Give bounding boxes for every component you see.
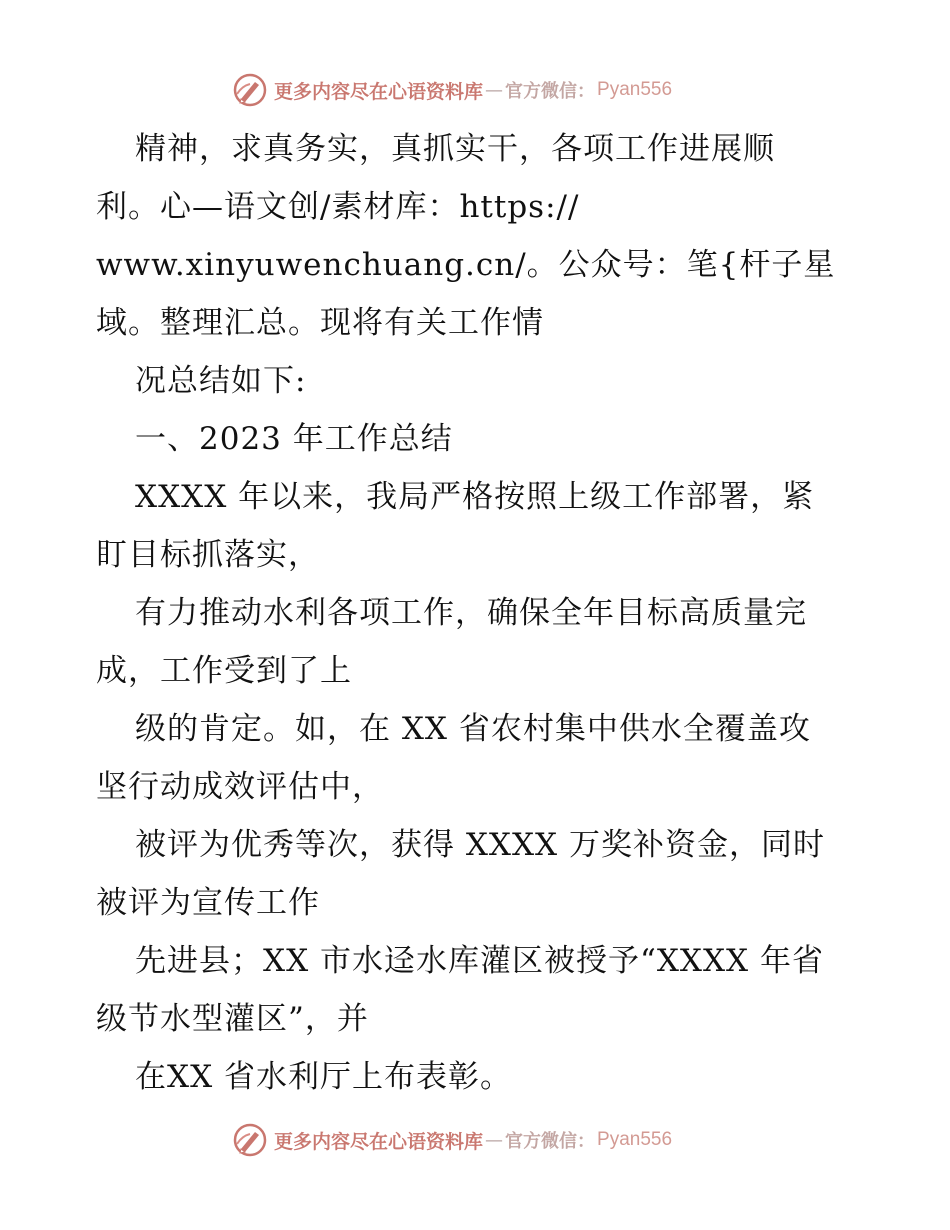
body-line-2: 利。心—语文创/素材库：https:// — [96, 189, 580, 225]
footer-wechat-id: Pyan556 — [597, 1129, 673, 1150]
section-heading: 一、2023 年工作总结 — [135, 421, 453, 457]
body-line-16: 级节水型灌区”，并 — [96, 1001, 369, 1037]
header-banner — [232, 70, 672, 110]
pen-logo-icon — [232, 1122, 268, 1158]
pen-logo-icon — [232, 72, 268, 108]
body-line-11: 级的肯定。如，在 XX 省农村集中供水全覆盖攻 — [135, 711, 811, 747]
body-line-7: XXXX 年以来，我局严格按照上级工作部署，紧 — [135, 479, 815, 515]
document-body — [96, 120, 856, 1106]
footer-dash: — — [485, 1129, 504, 1151]
body-line-10: 成，工作受到了上 — [96, 653, 352, 689]
body-line-17: 在XX 省水利厅上布表彰。 — [135, 1059, 512, 1095]
body-line-14: 被评为宣传工作 — [96, 885, 320, 921]
body-line-4: 域。整理汇总。现将有关工作情 — [96, 305, 544, 341]
header-site-text: 更多内容尽在心语资料库 — [274, 80, 484, 103]
header-wechat-id: Pyan556 — [597, 79, 673, 100]
body-line-9: 有力推动水利各项工作，确保全年目标高质量完 — [135, 595, 807, 631]
body-line-3: www.xinyuwenchuang.cn/。公众号：笔{杆子星 — [96, 247, 836, 283]
header-wechat-label: 官方微信： — [505, 81, 596, 102]
body-line-13: 被评为优秀等次，获得 XXXX 万奖补资金，同时 — [135, 827, 825, 863]
footer-banner — [232, 1120, 672, 1160]
body-line-15: 先进县；XX 市水迳水库灌区被授予“XXXX 年省 — [135, 943, 824, 979]
header-dash: — — [485, 79, 504, 101]
body-line-8: 盯目标抓落实， — [96, 537, 320, 573]
footer-site-text: 更多内容尽在心语资料库 — [274, 1130, 484, 1153]
body-line-5: 况总结如下: — [135, 363, 307, 399]
body-line-12: 坚行动成效评估中， — [96, 769, 384, 805]
footer-wechat-label: 官方微信： — [505, 1131, 596, 1152]
body-line-1: 精神，求真务实，真抓实干，各项工作进展顺 — [135, 131, 775, 167]
